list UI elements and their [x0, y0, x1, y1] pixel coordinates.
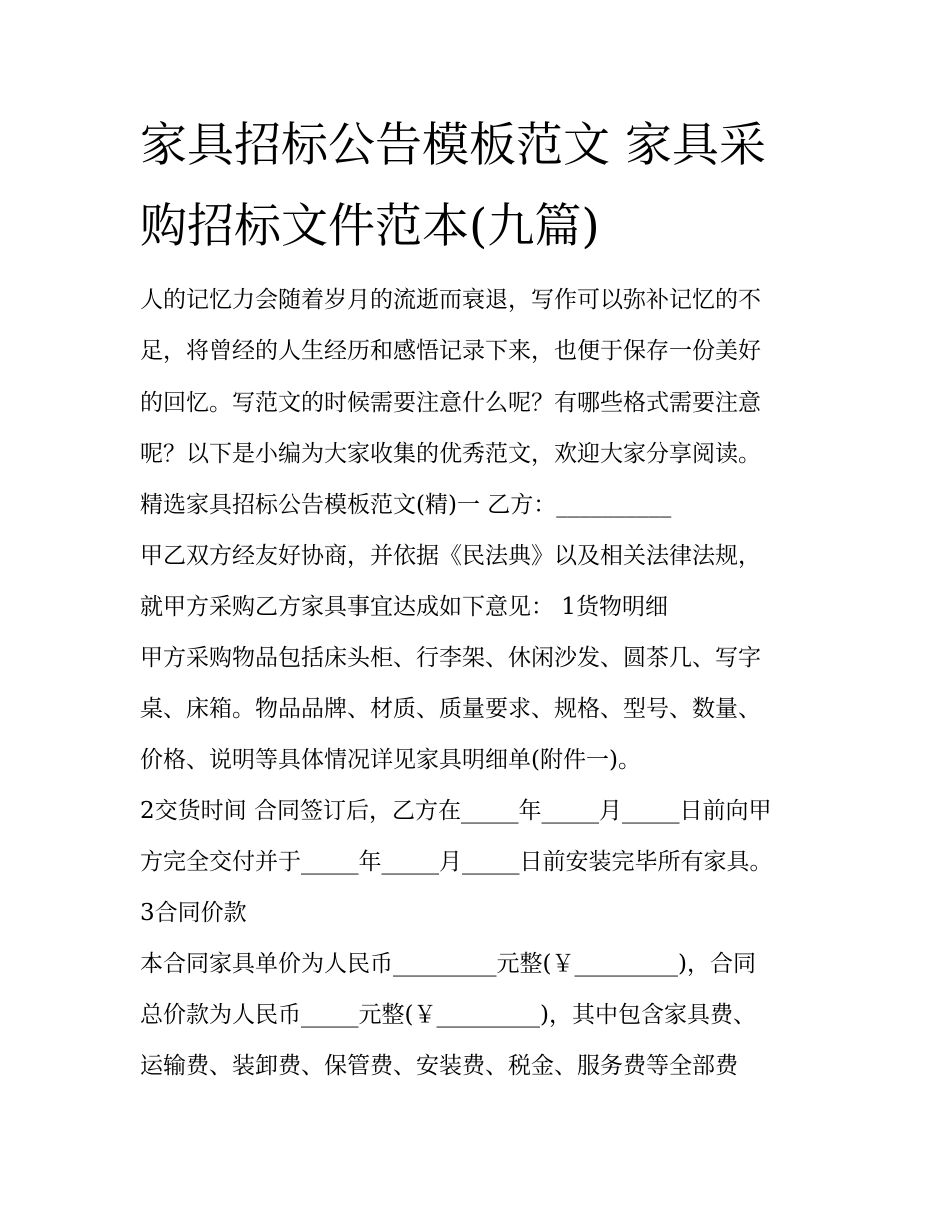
document-title-line-2: 购招标文件范本(九篇) [140, 199, 600, 254]
paragraph-line: 精选家具招标公告模板范文(精)一 乙方：__________ [140, 492, 672, 518]
paragraph-line: 运输费、装卸费、保管费、安装费、税金、服务费等全部费 [140, 1053, 738, 1079]
section-heading: 3合同价款 [140, 900, 247, 926]
document-title-line-1: 家具招标公告模板范文 家具采 [140, 118, 766, 173]
paragraph-line: 价格、说明等具体情况详见家具明细单(附件一)。 [140, 747, 641, 773]
paragraph-line: 本合同家具单价为人民币_________元整(￥_________)，合同 [140, 951, 756, 977]
paragraph-line: 就甲方采购乙方家具事宜达成如下意见： 1货物明细 [140, 594, 668, 620]
paragraph-line: 呢？以下是小编为大家收集的优秀范文，欢迎大家分享阅读。 [140, 441, 761, 467]
paragraph-line: 2交货时间 合同签订后，乙方在_____年_____月_____日前向甲 [140, 798, 772, 824]
paragraph-line: 总价款为人民币_____元整(￥_________)，其中包含家具费、 [140, 1002, 756, 1028]
paragraph-line: 的回忆。写范文的时候需要注意什么呢？有哪些格式需要注意 [140, 390, 761, 416]
paragraph-line: 桌、床箱。物品品牌、材质、质量要求、规格、型号、数量、 [140, 696, 761, 722]
paragraph-line: 甲乙双方经友好协商，并依据《民法典》以及相关法律法规， [140, 543, 761, 569]
paragraph-line: 方完全交付并于_____年_____月_____日前安装完毕所有家具。 [140, 849, 773, 875]
paragraph-line: 人的记忆力会随着岁月的流逝而衰退，写作可以弥补记忆的不 [140, 287, 761, 313]
paragraph-line: 足，将曾经的人生经历和感悟记录下来，也便于保存一份美好 [140, 338, 761, 364]
paragraph-line: 甲方采购物品包括床头柜、行李架、休闲沙发、圆茶几、写字 [140, 645, 761, 671]
